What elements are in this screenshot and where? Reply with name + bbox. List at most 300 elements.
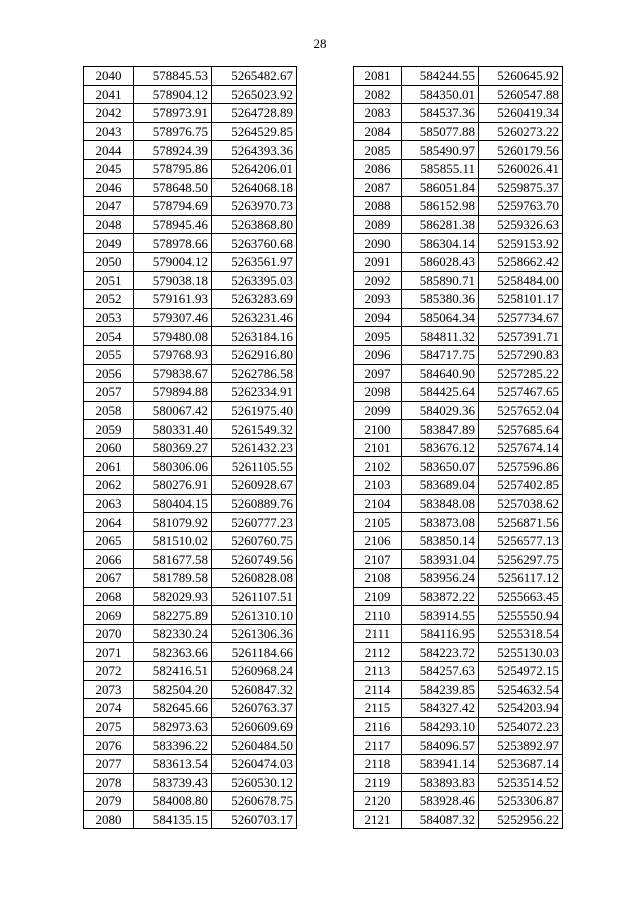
table-row [354,606,563,625]
x-coordinate-cell: 584811.32 [402,327,479,346]
table-row [84,122,297,141]
x-coordinate-cell: 585490.97 [402,141,479,160]
table-row [354,643,563,662]
y-coordinate-cell: 5260645.92 [479,67,563,86]
x-coordinate-cell: 584029.36 [402,401,479,420]
table-row [84,624,297,643]
point-number-cell: 2040 [84,67,134,86]
point-number-cell: 2091 [354,252,402,271]
x-coordinate-cell: 584257.63 [402,662,479,681]
point-number-cell: 2064 [84,513,134,532]
y-coordinate-cell: 5260026.41 [479,159,563,178]
table-row [84,420,297,439]
y-coordinate-cell: 5261107.51 [212,587,297,606]
y-coordinate-cell: 5255550.94 [479,606,563,625]
point-number-cell: 2076 [84,736,134,755]
table-row [354,773,563,792]
point-number-cell: 2045 [84,159,134,178]
x-coordinate-cell: 584350.01 [402,85,479,104]
table-row [84,810,297,829]
y-coordinate-cell: 5259326.63 [479,215,563,234]
table-row [354,420,563,439]
x-coordinate-cell: 586152.98 [402,197,479,216]
y-coordinate-cell: 5258101.17 [479,290,563,309]
table-row [84,438,297,457]
table-row [84,662,297,681]
x-coordinate-cell: 582275.89 [134,606,212,625]
coordinates-table-left [83,66,297,829]
x-coordinate-cell: 584096.57 [402,736,479,755]
point-number-cell: 2043 [84,122,134,141]
x-coordinate-cell: 581079.92 [134,513,212,532]
y-coordinate-cell: 5253306.87 [479,792,563,811]
table-row [354,792,563,811]
x-coordinate-cell: 578976.75 [134,122,212,141]
point-number-cell: 2107 [354,550,402,569]
y-coordinate-cell: 5264068.18 [212,178,297,197]
point-number-cell: 2044 [84,141,134,160]
x-coordinate-cell: 584640.90 [402,364,479,383]
y-coordinate-cell: 5258662.42 [479,252,563,271]
y-coordinate-cell: 5263184.16 [212,327,297,346]
point-number-cell: 2074 [84,699,134,718]
table-row [84,85,297,104]
y-coordinate-cell: 5255663.45 [479,587,563,606]
y-coordinate-cell: 5257402.85 [479,476,563,495]
x-coordinate-cell: 584537.36 [402,104,479,123]
table-row [354,308,563,327]
table-row [354,327,563,346]
y-coordinate-cell: 5256577.13 [479,531,563,550]
y-coordinate-cell: 5261310.10 [212,606,297,625]
point-number-cell: 2114 [354,680,402,699]
x-coordinate-cell: 581677.58 [134,550,212,569]
table-row [84,159,297,178]
table-row [84,197,297,216]
point-number-cell: 2101 [354,438,402,457]
y-coordinate-cell: 5260760.75 [212,531,297,550]
x-coordinate-cell: 584293.10 [402,717,479,736]
table-row [84,699,297,718]
point-number-cell: 2062 [84,476,134,495]
point-number-cell: 2112 [354,643,402,662]
x-coordinate-cell: 583650.07 [402,457,479,476]
y-coordinate-cell: 5262916.80 [212,345,297,364]
table-row [84,345,297,364]
table-row [354,234,563,253]
y-coordinate-cell: 5262786.58 [212,364,297,383]
point-number-cell: 2083 [354,104,402,123]
table-row [84,550,297,569]
y-coordinate-cell: 5264206.01 [212,159,297,178]
table-row [84,587,297,606]
point-number-cell: 2108 [354,569,402,588]
point-number-cell: 2103 [354,476,402,495]
table-row [84,67,297,86]
x-coordinate-cell: 581510.02 [134,531,212,550]
table-body [354,67,563,829]
x-coordinate-cell: 579480.08 [134,327,212,346]
point-number-cell: 2058 [84,401,134,420]
x-coordinate-cell: 583873.08 [402,513,479,532]
x-coordinate-cell: 585064.34 [402,308,479,327]
table-row [354,717,563,736]
y-coordinate-cell: 5262334.91 [212,383,297,402]
y-coordinate-cell: 5257467.65 [479,383,563,402]
x-coordinate-cell: 584135.15 [134,810,212,829]
table-row [84,569,297,588]
table-row [84,290,297,309]
y-coordinate-cell: 5260703.17 [212,810,297,829]
x-coordinate-cell: 584087.32 [402,810,479,829]
point-number-cell: 2077 [84,754,134,773]
y-coordinate-cell: 5260484.50 [212,736,297,755]
table-row [354,754,563,773]
y-coordinate-cell: 5263970.73 [212,197,297,216]
point-number-cell: 2120 [354,792,402,811]
x-coordinate-cell: 580404.15 [134,494,212,513]
table-row [354,494,563,513]
point-number-cell: 2070 [84,624,134,643]
y-coordinate-cell: 5263561.97 [212,252,297,271]
point-number-cell: 2099 [354,401,402,420]
point-number-cell: 2075 [84,717,134,736]
point-number-cell: 2095 [354,327,402,346]
point-number-cell: 2113 [354,662,402,681]
x-coordinate-cell: 579838.67 [134,364,212,383]
y-coordinate-cell: 5261549.32 [212,420,297,439]
x-coordinate-cell: 582504.20 [134,680,212,699]
x-coordinate-cell: 579894.88 [134,383,212,402]
x-coordinate-cell: 582029.93 [134,587,212,606]
point-number-cell: 2059 [84,420,134,439]
y-coordinate-cell: 5263283.69 [212,290,297,309]
y-coordinate-cell: 5260777.23 [212,513,297,532]
table-row [354,624,563,643]
x-coordinate-cell: 579038.18 [134,271,212,290]
table-row [354,67,563,86]
table-row [354,383,563,402]
y-coordinate-cell: 5257285.22 [479,364,563,383]
x-coordinate-cell: 583850.14 [402,531,479,550]
table-row [354,680,563,699]
x-coordinate-cell: 580067.42 [134,401,212,420]
point-number-cell: 2089 [354,215,402,234]
x-coordinate-cell: 584116.95 [402,624,479,643]
y-coordinate-cell: 5257685.64 [479,420,563,439]
x-coordinate-cell: 579768.93 [134,345,212,364]
y-coordinate-cell: 5261105.55 [212,457,297,476]
x-coordinate-cell: 579161.93 [134,290,212,309]
y-coordinate-cell: 5260763.37 [212,699,297,718]
table-row [354,178,563,197]
x-coordinate-cell: 584327.42 [402,699,479,718]
x-coordinate-cell: 580331.40 [134,420,212,439]
table-row [354,513,563,532]
table-row [84,736,297,755]
table-row [84,364,297,383]
x-coordinate-cell: 583847.89 [402,420,479,439]
x-coordinate-cell: 578795.86 [134,159,212,178]
point-number-cell: 2100 [354,420,402,439]
point-number-cell: 2090 [354,234,402,253]
point-number-cell: 2104 [354,494,402,513]
y-coordinate-cell: 5253687.14 [479,754,563,773]
point-number-cell: 2109 [354,587,402,606]
x-coordinate-cell: 578904.12 [134,85,212,104]
point-number-cell: 2072 [84,662,134,681]
point-number-cell: 2065 [84,531,134,550]
x-coordinate-cell: 586028.43 [402,252,479,271]
y-coordinate-cell: 5260968.24 [212,662,297,681]
y-coordinate-cell: 5257290.83 [479,345,563,364]
table-row [354,457,563,476]
point-number-cell: 2088 [354,197,402,216]
table-row [354,215,563,234]
point-number-cell: 2115 [354,699,402,718]
x-coordinate-cell: 584008.80 [134,792,212,811]
point-number-cell: 2078 [84,773,134,792]
y-coordinate-cell: 5257674.14 [479,438,563,457]
point-number-cell: 2051 [84,271,134,290]
y-coordinate-cell: 5259153.92 [479,234,563,253]
point-number-cell: 2048 [84,215,134,234]
x-coordinate-cell: 583689.04 [402,476,479,495]
point-number-cell: 2061 [84,457,134,476]
x-coordinate-cell: 583931.04 [402,550,479,569]
x-coordinate-cell: 586051.84 [402,178,479,197]
point-number-cell: 2086 [354,159,402,178]
point-number-cell: 2093 [354,290,402,309]
y-coordinate-cell: 5259763.70 [479,197,563,216]
x-coordinate-cell: 582416.51 [134,662,212,681]
point-number-cell: 2079 [84,792,134,811]
table-row [84,531,297,550]
table-row [84,178,297,197]
y-coordinate-cell: 5261184.66 [212,643,297,662]
y-coordinate-cell: 5258484.00 [479,271,563,290]
table-body [84,67,297,829]
table-row [84,792,297,811]
table-row [84,773,297,792]
table-row [354,345,563,364]
x-coordinate-cell: 583739.43 [134,773,212,792]
point-number-cell: 2053 [84,308,134,327]
point-number-cell: 2069 [84,606,134,625]
x-coordinate-cell: 585855.11 [402,159,479,178]
y-coordinate-cell: 5260419.34 [479,104,563,123]
point-number-cell: 2092 [354,271,402,290]
table-row [84,606,297,625]
table-row [354,290,563,309]
table-row [354,271,563,290]
table-row [84,717,297,736]
point-number-cell: 2117 [354,736,402,755]
x-coordinate-cell: 582973.63 [134,717,212,736]
table-row [84,252,297,271]
point-number-cell: 2111 [354,624,402,643]
y-coordinate-cell: 5255318.54 [479,624,563,643]
table-row [84,271,297,290]
table-row [354,85,563,104]
point-number-cell: 2047 [84,197,134,216]
point-number-cell: 2041 [84,85,134,104]
x-coordinate-cell: 581789.58 [134,569,212,588]
y-coordinate-cell: 5253514.52 [479,773,563,792]
x-coordinate-cell: 578845.53 [134,67,212,86]
point-number-cell: 2085 [354,141,402,160]
y-coordinate-cell: 5261306.36 [212,624,297,643]
y-coordinate-cell: 5264529.85 [212,122,297,141]
point-number-cell: 2049 [84,234,134,253]
point-number-cell: 2067 [84,569,134,588]
x-coordinate-cell: 586281.38 [402,215,479,234]
coordinates-table-right [353,66,563,829]
y-coordinate-cell: 5257652.04 [479,401,563,420]
table-row [84,141,297,160]
table-row [354,569,563,588]
y-coordinate-cell: 5254203.94 [479,699,563,718]
x-coordinate-cell: 583956.24 [402,569,479,588]
y-coordinate-cell: 5253892.97 [479,736,563,755]
point-number-cell: 2054 [84,327,134,346]
table-row [84,234,297,253]
point-number-cell: 2071 [84,643,134,662]
y-coordinate-cell: 5260847.32 [212,680,297,699]
point-number-cell: 2080 [84,810,134,829]
x-coordinate-cell: 584717.75 [402,345,479,364]
point-number-cell: 2057 [84,383,134,402]
x-coordinate-cell: 583928.46 [402,792,479,811]
x-coordinate-cell: 583396.22 [134,736,212,755]
table-row [354,197,563,216]
point-number-cell: 2081 [354,67,402,86]
x-coordinate-cell: 580276.91 [134,476,212,495]
y-coordinate-cell: 5264728.89 [212,104,297,123]
y-coordinate-cell: 5260530.12 [212,773,297,792]
y-coordinate-cell: 5257391.71 [479,327,563,346]
x-coordinate-cell: 584223.72 [402,643,479,662]
table-row [84,383,297,402]
y-coordinate-cell: 5260609.69 [212,717,297,736]
table-row [354,104,563,123]
x-coordinate-cell: 584425.64 [402,383,479,402]
x-coordinate-cell: 578648.50 [134,178,212,197]
point-number-cell: 2073 [84,680,134,699]
x-coordinate-cell: 585380.36 [402,290,479,309]
table-row [354,141,563,160]
y-coordinate-cell: 5260273.22 [479,122,563,141]
y-coordinate-cell: 5265482.67 [212,67,297,86]
point-number-cell: 2068 [84,587,134,606]
x-coordinate-cell: 582330.24 [134,624,212,643]
point-number-cell: 2121 [354,810,402,829]
table-row [354,438,563,457]
table-row [354,699,563,718]
table-row [84,643,297,662]
point-number-cell: 2052 [84,290,134,309]
table-row [84,401,297,420]
y-coordinate-cell: 5260678.75 [212,792,297,811]
x-coordinate-cell: 583848.08 [402,494,479,513]
y-coordinate-cell: 5263868.80 [212,215,297,234]
page-number: 28 [313,36,327,51]
x-coordinate-cell: 583872.22 [402,587,479,606]
y-coordinate-cell: 5265023.92 [212,85,297,104]
y-coordinate-cell: 5260828.08 [212,569,297,588]
y-coordinate-cell: 5260179.56 [479,141,563,160]
table-row [84,308,297,327]
table-row [84,457,297,476]
table-row [354,252,563,271]
x-coordinate-cell: 586304.14 [402,234,479,253]
y-coordinate-cell: 5255130.03 [479,643,563,662]
x-coordinate-cell: 583914.55 [402,606,479,625]
x-coordinate-cell: 582363.66 [134,643,212,662]
y-coordinate-cell: 5256297.75 [479,550,563,569]
point-number-cell: 2102 [354,457,402,476]
table-row [84,327,297,346]
point-number-cell: 2082 [354,85,402,104]
point-number-cell: 2119 [354,773,402,792]
y-coordinate-cell: 5260749.56 [212,550,297,569]
y-coordinate-cell: 5263231.46 [212,308,297,327]
point-number-cell: 2118 [354,754,402,773]
point-number-cell: 2084 [354,122,402,141]
y-coordinate-cell: 5260474.03 [212,754,297,773]
table-row [354,122,563,141]
point-number-cell: 2105 [354,513,402,532]
table-row [354,810,563,829]
point-number-cell: 2098 [354,383,402,402]
table-row [84,513,297,532]
x-coordinate-cell: 579004.12 [134,252,212,271]
x-coordinate-cell: 578945.46 [134,215,212,234]
table-row [354,587,563,606]
point-number-cell: 2110 [354,606,402,625]
y-coordinate-cell: 5261975.40 [212,401,297,420]
x-coordinate-cell: 580369.27 [134,438,212,457]
table-row [354,550,563,569]
y-coordinate-cell: 5260928.67 [212,476,297,495]
point-number-cell: 2042 [84,104,134,123]
y-coordinate-cell: 5261432.23 [212,438,297,457]
y-coordinate-cell: 5254972.15 [479,662,563,681]
point-number-cell: 2116 [354,717,402,736]
point-number-cell: 2055 [84,345,134,364]
x-coordinate-cell: 583613.54 [134,754,212,773]
y-coordinate-cell: 5260547.88 [479,85,563,104]
y-coordinate-cell: 5256117.12 [479,569,563,588]
x-coordinate-cell: 584239.85 [402,680,479,699]
table-row [84,104,297,123]
point-number-cell: 2097 [354,364,402,383]
table-row [354,159,563,178]
y-coordinate-cell: 5254072.23 [479,717,563,736]
x-coordinate-cell: 578794.69 [134,197,212,216]
point-number-cell: 2094 [354,308,402,327]
x-coordinate-cell: 583941.14 [402,754,479,773]
point-number-cell: 2087 [354,178,402,197]
table-row [84,215,297,234]
table-row [84,494,297,513]
x-coordinate-cell: 585890.71 [402,271,479,290]
y-coordinate-cell: 5263760.68 [212,234,297,253]
table-row [354,476,563,495]
x-coordinate-cell: 582645.66 [134,699,212,718]
point-number-cell: 2060 [84,438,134,457]
x-coordinate-cell: 578973.91 [134,104,212,123]
